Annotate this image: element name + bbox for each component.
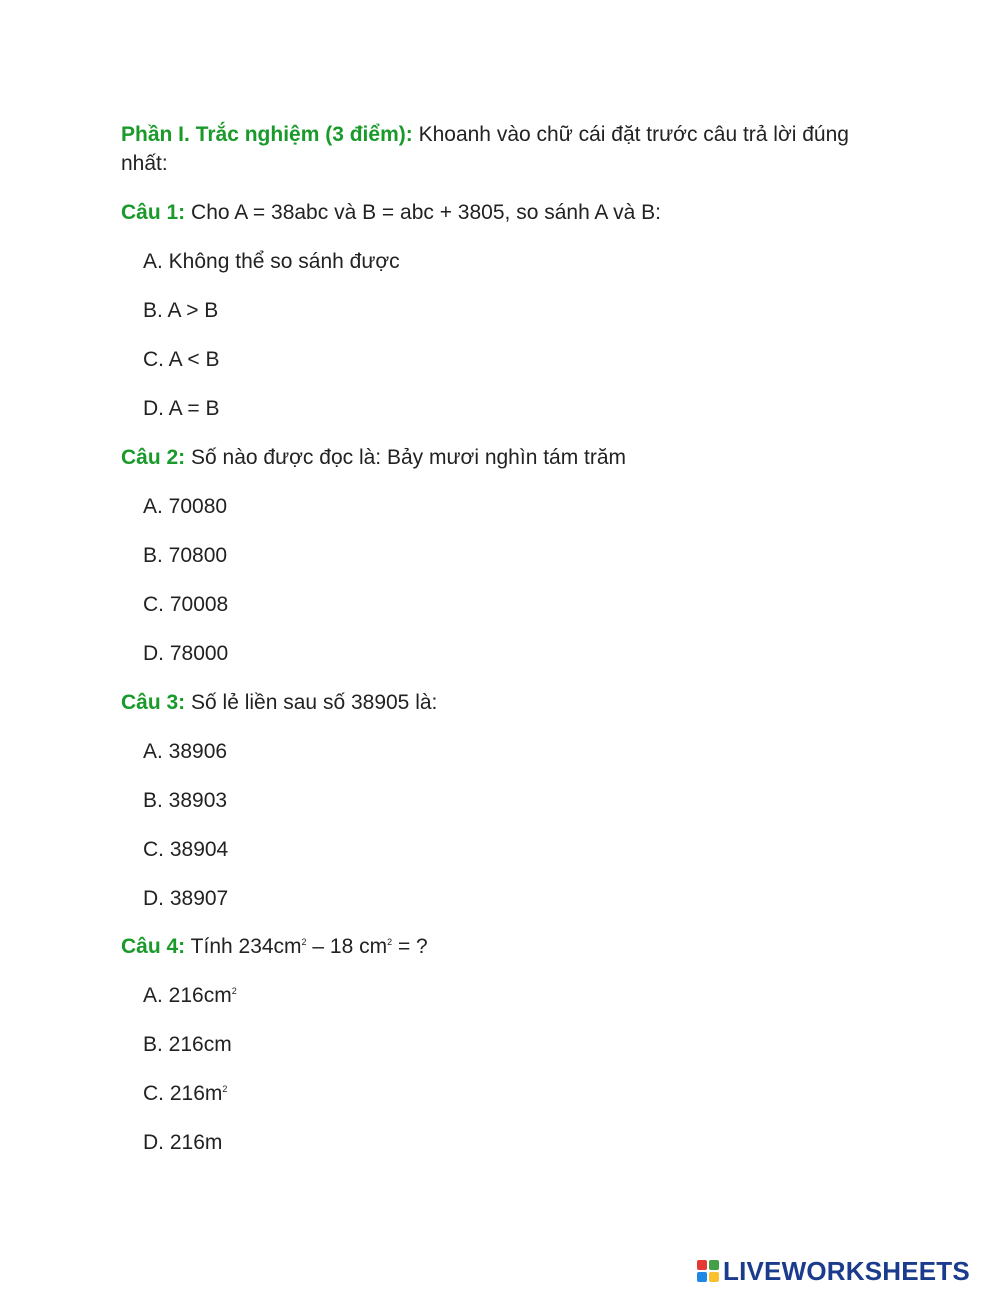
question-label: Câu 2: [121, 446, 186, 469]
answer-option[interactable]: A. 70080 [143, 495, 228, 518]
superscript: 2 [387, 937, 393, 947]
section-title: Phần I. Trắc nghiệm (3 điểm): [121, 123, 413, 146]
logo-mark-icon [697, 1260, 719, 1282]
superscript: 2 [222, 1084, 228, 1094]
answer-option[interactable]: D. 38907 [143, 887, 229, 910]
section-intro [121, 120, 891, 178]
answer-option[interactable]: A. 38906 [143, 740, 228, 763]
superscript: 2 [231, 986, 237, 996]
question-label: Câu 1: [121, 201, 186, 224]
question-text-part: = ? [392, 935, 428, 958]
answer-option[interactable] [143, 1079, 227, 1108]
logo-tile [697, 1260, 707, 1270]
question-4 [121, 932, 428, 961]
answer-option[interactable]: A. Không thể so sánh được [143, 250, 400, 273]
logo-tile [697, 1272, 707, 1282]
option-text: A. 216cm [143, 984, 232, 1007]
logo-tile [709, 1272, 719, 1282]
option-text: C. 216m [143, 1082, 223, 1105]
answer-option[interactable]: B. 70800 [143, 544, 228, 567]
answer-option[interactable] [143, 1030, 232, 1059]
answer-option[interactable]: B. 38903 [143, 789, 228, 812]
liveworksheets-logo [697, 1256, 970, 1286]
question-1 [121, 198, 661, 227]
question-text: Cho A = 38abc và B = abc + 3805, so sánh A và B: [191, 201, 661, 224]
question-2 [121, 443, 626, 472]
superscript: 2 [301, 937, 307, 947]
answer-option[interactable]: C. 70008 [143, 593, 229, 616]
question-text-part: – 18 cm [306, 935, 388, 958]
question-3 [121, 688, 437, 717]
question-label: Câu 4: [121, 935, 186, 958]
logo-tile [709, 1260, 719, 1270]
section-instruction: Khoanh vào chữ cái đặt trước câu trả lời đúng nhất: [121, 123, 849, 175]
question-text: Số lẻ liền sau số 38905 là: [191, 691, 438, 714]
question-label: Câu 3: [121, 691, 186, 714]
answer-option[interactable] [143, 981, 237, 1010]
answer-option[interactable]: C. A < B [143, 348, 220, 371]
answer-option[interactable] [143, 1128, 222, 1157]
question-text: Số nào được đọc là: Bảy mươi nghìn tám trăm [191, 446, 627, 469]
answer-option[interactable]: C. 38904 [143, 838, 229, 861]
option-text: D. 216m [143, 1131, 223, 1154]
logo-text: LIVEWORKSHEETS [723, 1256, 970, 1286]
option-text: B. 216cm [143, 1033, 232, 1056]
answer-option[interactable]: D. 78000 [143, 642, 229, 665]
answer-option[interactable]: D. A = B [143, 397, 220, 420]
question-text-part: Tính 234cm [190, 935, 302, 958]
answer-option[interactable]: B. A > B [143, 299, 219, 322]
